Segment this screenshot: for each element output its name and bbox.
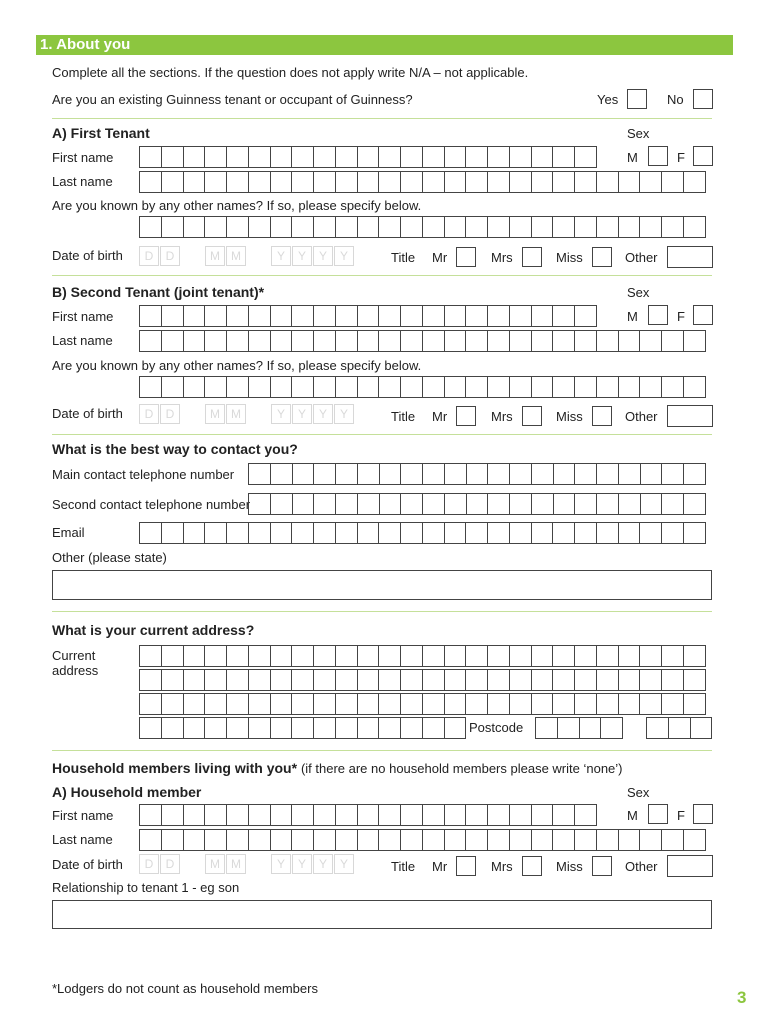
address-line-1-cells[interactable] — [139, 645, 706, 667]
address-heading: What is your current address? — [52, 622, 255, 638]
miss-label: Miss — [556, 250, 583, 265]
footer-note: *Lodgers do not count as household members — [52, 981, 318, 996]
page-number: 3 — [737, 988, 747, 1007]
other-contact-label: Other (please state) — [52, 550, 167, 565]
sex-m-checkbox[interactable] — [648, 146, 668, 166]
last-name-label: Last name — [52, 832, 113, 847]
sex-f-label: F — [677, 150, 685, 165]
last-name-label: Last name — [52, 174, 113, 189]
sex-f-checkbox[interactable] — [693, 804, 713, 824]
sex-m-label: M — [627, 808, 638, 823]
miss-label: Miss — [556, 859, 583, 874]
address-line-4-cells[interactable] — [139, 717, 466, 739]
mrs-checkbox[interactable] — [522, 406, 542, 426]
first-tenant-last-name-cells[interactable] — [139, 171, 706, 193]
second-tenant-last-name-cells[interactable] — [139, 330, 706, 352]
other-title-field[interactable] — [667, 246, 713, 268]
second-tenant-first-name-cells[interactable] — [139, 305, 597, 327]
sex-m-checkbox[interactable] — [648, 804, 668, 824]
first-tenant-first-name-cells[interactable] — [139, 146, 597, 168]
mr-checkbox[interactable] — [456, 856, 476, 876]
mr-label: Mr — [432, 250, 448, 265]
email-label: Email — [52, 525, 85, 540]
divider — [52, 275, 712, 276]
yes-label: Yes — [597, 92, 619, 107]
dob-label: Date of birth — [52, 248, 123, 263]
current-address-label-2: address — [52, 663, 99, 678]
sex-f-label: F — [677, 309, 685, 324]
household-note: (if there are no household members please write ‘none’) — [300, 761, 623, 776]
first-tenant-heading: A) First Tenant — [52, 125, 150, 141]
title-label: Title — [391, 409, 416, 424]
divider — [52, 118, 712, 119]
second-tenant-other-names-cells[interactable] — [139, 376, 706, 398]
mr-label: Mr — [432, 409, 448, 424]
title-label: Title — [391, 859, 416, 874]
other-title-label: Other — [625, 859, 658, 874]
household-first-name-cells[interactable] — [139, 804, 597, 826]
miss-checkbox[interactable] — [592, 406, 612, 426]
second-phone-label: Second contact telephone number — [52, 497, 251, 512]
other-contact-field[interactable] — [52, 570, 712, 600]
mr-label: Mr — [432, 859, 448, 874]
mrs-checkbox[interactable] — [522, 856, 542, 876]
section-header — [36, 35, 733, 55]
section-title: 1. About you — [40, 36, 131, 53]
sex-f-checkbox[interactable] — [693, 305, 713, 325]
other-names-label: Are you known by any other names? If so, please specify below. — [52, 198, 422, 213]
miss-checkbox[interactable] — [592, 247, 612, 267]
sex-label: Sex — [627, 285, 650, 300]
miss-checkbox[interactable] — [592, 856, 612, 876]
dob-cells[interactable]: D D M M Y Y Y Y — [139, 404, 355, 424]
mrs-label: Mrs — [491, 859, 513, 874]
yes-checkbox[interactable] — [627, 89, 647, 109]
dob-cells[interactable]: D D M M Y Y Y Y — [139, 854, 355, 874]
sex-f-checkbox[interactable] — [693, 146, 713, 166]
sex-label: Sex — [627, 126, 650, 141]
main-phone-cells[interactable] — [248, 463, 706, 485]
first-name-label: First name — [52, 309, 114, 324]
last-name-label: Last name — [52, 333, 113, 348]
title-label: Title — [391, 250, 416, 265]
postcode-label: Postcode — [469, 720, 524, 735]
address-line-2-cells[interactable] — [139, 669, 706, 691]
mr-checkbox[interactable] — [456, 247, 476, 267]
sex-f-label: F — [677, 808, 685, 823]
dob-cells[interactable]: D D M M Y Y Y Y — [139, 246, 355, 266]
email-cells[interactable] — [139, 522, 706, 544]
household-last-name-cells[interactable] — [139, 829, 706, 851]
no-label: No — [667, 92, 684, 107]
divider — [52, 611, 712, 612]
sex-m-label: M — [627, 150, 638, 165]
mrs-checkbox[interactable] — [522, 247, 542, 267]
mrs-label: Mrs — [491, 250, 513, 265]
first-name-label: First name — [52, 808, 114, 823]
divider — [52, 750, 712, 751]
sex-m-checkbox[interactable] — [648, 305, 668, 325]
other-title-label: Other — [625, 250, 658, 265]
divider — [52, 434, 712, 435]
first-tenant-other-names-cells[interactable] — [139, 216, 706, 238]
sex-m-label: M — [627, 309, 638, 324]
contact-heading: What is the best way to contact you? — [52, 441, 298, 457]
sex-label: Sex — [627, 785, 650, 800]
miss-label: Miss — [556, 409, 583, 424]
mr-checkbox[interactable] — [456, 406, 476, 426]
instructions: Complete all the sections. If the question does not apply write N/A – not applicable. — [52, 65, 529, 80]
mrs-label: Mrs — [491, 409, 513, 424]
postcode-cells-a[interactable] — [535, 717, 623, 739]
postcode-cells-b[interactable] — [646, 717, 712, 739]
other-title-label: Other — [625, 409, 658, 424]
first-name-label: First name — [52, 150, 114, 165]
no-checkbox[interactable] — [693, 89, 713, 109]
dob-label: Date of birth — [52, 857, 123, 872]
dob-label: Date of birth — [52, 406, 123, 421]
household-member-heading: A) Household member — [52, 784, 202, 800]
relationship-field[interactable] — [52, 900, 712, 929]
other-title-field[interactable] — [667, 855, 713, 877]
current-address-label-1: Current — [52, 648, 96, 663]
other-title-field[interactable] — [667, 405, 713, 427]
tenant-question: Are you an existing Guinness tenant or occupant of Guinness? — [52, 92, 413, 107]
address-line-3-cells[interactable] — [139, 693, 706, 715]
relationship-label: Relationship to tenant 1 - eg son — [52, 880, 240, 895]
second-tenant-heading: B) Second Tenant (joint tenant)* — [52, 284, 265, 300]
second-phone-cells[interactable] — [248, 493, 706, 515]
other-names-label: Are you known by any other names? If so, please specify below. — [52, 358, 422, 373]
main-phone-label: Main contact telephone number — [52, 467, 235, 482]
household-heading: Household members living with you* (if there are no household members please write ‘none’) — [52, 760, 623, 776]
